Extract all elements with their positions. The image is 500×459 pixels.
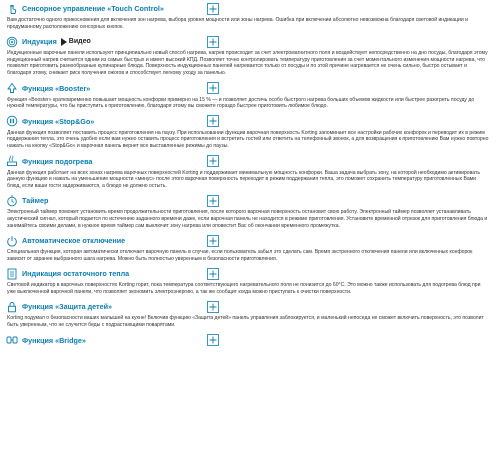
expand-plus-icon[interactable] [207,36,219,48]
expand-plus-icon[interactable] [207,268,219,280]
feature-text: Данная функция работает на всех зонах нагрева варочных поверхностей Korting и поддерживает минимальную мощность конфорки. Ваша задача выбрать зону, на которой необходимо активировать данную функцию и нажать на уменьшение мощности «минус» после этого варочная поверхность переходит в режим поддержания тепла, это поможет сохранить температуру приготовленных Вами блюд, если ваши гости задерживаются, а блюдо не должно остыть. [7,169,480,189]
video-label: Видео [68,38,91,46]
feature-text: Korting подумал о безопасности ваших малышей на кухне! Включив функцию «Защита детей» панель управления заблокируется, и маленький непоседа не сможет включить поверхность, это позволит быть уверенным, что не случится беды с подрастающими поварятами. [7,315,484,329]
residual-heat-icon [6,268,18,280]
feature-bridge [6,333,494,348]
expand-plus-icon[interactable] [207,301,219,313]
timer-icon [6,195,18,207]
feature-title: Функция «Bridge» [22,335,86,345]
feature-induction [6,34,494,76]
feature-text: Вам достаточно одного прикосновения для включения зон нагрева, выбора уровня мощности или зоны нагрева. Ошибка при включении абсолютно невозможна благодаря световой индикации и продуманному расположению сенсорных кнопок. [7,17,468,30]
expand-plus-icon[interactable] [207,115,219,127]
feature-text: Функция «Booster» кратковременно повышает мощность конфорки примерно на 15 % — и позволяет достичь особо быстрого нагрева больших объемов жидкости или быстрее разогреть посуду до нужной температуры, что бы приступить к приготовлению, благодаря этому вы сможете гораздо быстрее приготовить любимое блюдо. [7,96,475,110]
expand-plus-icon[interactable] [207,155,219,167]
feature-auto-off [6,233,494,262]
stop-go-icon [6,115,18,127]
expand-plus-icon[interactable] [207,334,219,346]
feature-title: Функция «Booster» [22,83,91,93]
feature-title: Индукция [22,37,57,47]
video-link[interactable] [61,38,91,46]
feature-booster [6,81,494,110]
feature-title: Функция «Stop&Go» [22,116,95,126]
expand-plus-icon[interactable] [207,82,219,94]
feature-title: Таймер [22,196,49,206]
expand-plus-icon[interactable] [207,3,219,15]
feature-title: Индикация остаточного тепла [22,269,130,279]
feature-heat [6,154,494,190]
expand-plus-icon[interactable] [207,195,219,207]
feature-text: Световой индикатор в варочных поверхностях Korting горит, пока температура соответствующего нагревательного поля не понизится до 60°C. Это можно также использовать для подогрева блюд при уже выключенной варочной панели, что позволяет экономить электроэнергию, а так же сообщит когда можно приступать к очистки поверхности. [7,282,481,295]
feature-text: Электронный таймер поможет установить время продолжительности приготовления, после которого варочная поверхность остановит свою работу. Электронный таймер позволяет устанавливать акустический сигнал, который подается по истечению заданного времени даже, если варочная панель не находится в режиме приготовления. Установите временной отрезок для приготовления блюда и занимайтесь своими делами, в нужное время таймер сам выключит зону нагрева или оповестит Вас об окончании временного промежутка. [7,209,488,229]
expand-plus-icon[interactable] [207,235,219,247]
child-lock-icon [6,301,18,313]
feature-touch [6,1,494,30]
feature-text: Индукционные варочные панели используют принципиально новый способ нагрева, нагрев происходит за счет электромагнитного поля и воздействует непосредственно на дно посуды, благодаря этому индукционный нагрев считается одним из самых быстрых и имеет высокий КПД. Позволяет точно контролировать температуру приготовления за счет моментального изменения мощности нагрева, что позволит приготовить разнообразные кулинарные блюда. Поверхность индукционных панелей нагревается только от посуды и по этой причине нагревается не очень сильно, быстро остывает и благодаря этому, снижает риск получения ожогов и способствует легкому уходу за панелью. [7,50,488,76]
play-icon [61,38,67,46]
feature-child-lock [6,299,494,328]
feature-residual-heat [6,266,494,295]
feature-title: Функция подогрева [22,156,93,166]
bridge-icon [6,334,18,346]
feature-text: Данная функция позволяет поставить процесс приготовления на паузу. При использовании функции варочная поверхность Korting запоминает все настройки рабочих конфорок и переводит их в режим поддержания тепла, это очень удобно если вам нужно оставить процесс приготовления и встретить гостей или ответить на телефонный звонок, а для возвращения к приготовлению Вам нужно повторно нажать на кнопку «Stop&Go» и варочная панель вернет все выставленные режимы до паузы. [7,129,489,149]
feature-title: Функция «Защита детей» [22,302,112,312]
booster-icon [6,82,18,94]
feature-stop-go [6,114,494,150]
touch-hand-icon [6,3,18,15]
feature-title: Сенсорное управление «Touch Control» [22,4,164,13]
induction-coil-icon [6,36,18,48]
feature-title: Автоматическое отключение [22,236,126,246]
heat-keeping-icon [6,155,18,167]
feature-timer [6,193,494,229]
auto-off-icon [6,235,18,247]
feature-text: Специальная функция, которая автоматически отключает варочную панель в случае, если пользователь забыл это сделать сам. Время экстренного отключения панели или включенных конфорок зависит от заранее выбранного шага нагрева. Можно быть полностью уверенным в безопасности приготовления. [7,249,473,262]
